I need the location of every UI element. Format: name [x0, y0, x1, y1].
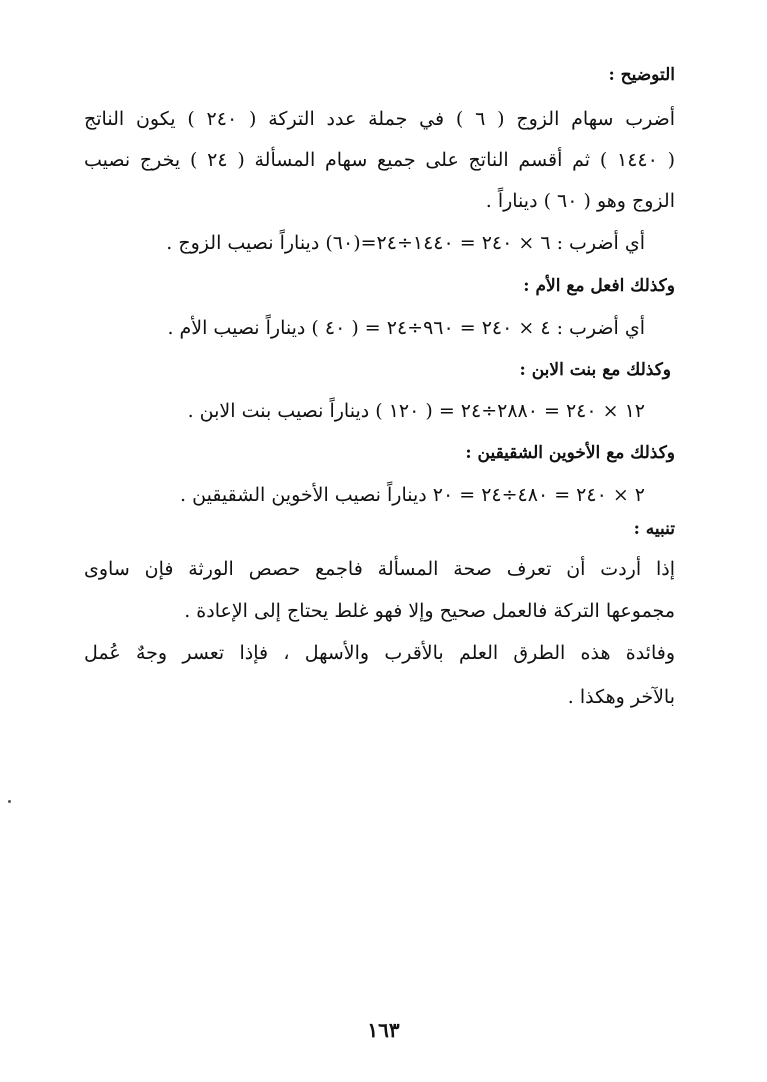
note-line-4: بالآخر وهكذا . [567, 686, 675, 708]
brothers-heading: وكذلك مع الأخوين الشقيقين : [465, 443, 675, 463]
page-number: ١٦٣ [367, 1018, 400, 1042]
scan-speck [8, 800, 11, 803]
note-line-2: مجموعها التركة فالعمل صحيح وإلا فهو غلط يحتاج إلى الإعادة . [184, 600, 675, 622]
husband-calculation: أي أضرب : ٦ × ٢٤٠ = ١٤٤٠÷٢٤=(٦٠) ديناراً نصيب الزوج . [166, 232, 645, 254]
note-line-1: إذا أردت أن تعرف صحة المسألة فاجمع حصص الورثة فإن ساوى [84, 558, 675, 580]
brothers-calculation: ٢ × ٢٤٠ = ٤٨٠÷٢٤ = ٢٠ ديناراً نصيب الأخوين الشقيقين . [180, 484, 645, 506]
mother-heading: وكذلك افعل مع الأم : [523, 276, 675, 296]
explanation-line-1: أضرب سهام الزوج ( ٦ ) في جملة عدد التركة ( ٢٤٠ ) يكون الناتج [84, 108, 675, 130]
note-line-3: وفائدة هذه الطرق العلم بالأقرب والأسهل ، فإذا تعسر وجهٌ عُمل [84, 642, 675, 664]
explanation-line-2: ( ١٤٤٠ ) ثم أقسم الناتج على جميع سهام المسألة ( ٢٤ ) يخرج نصيب [84, 149, 675, 171]
daughter-heading: وكذلك مع بنت الابن : [519, 360, 671, 380]
note-heading: تنبيه : [633, 519, 675, 539]
mother-calculation: أي أضرب : ٤ × ٢٤٠ = ٩٦٠÷٢٤ = ( ٤٠ ) ديناراً نصيب الأم . [167, 317, 645, 339]
explanation-heading: التوضيح : [608, 65, 675, 85]
explanation-line-3: الزوج وهو ( ٦٠ ) ديناراً . [485, 190, 675, 212]
daughter-calculation: ١٢ × ٢٤٠ = ٢٨٨٠÷٢٤ = ( ١٢٠ ) ديناراً نصيب بنت الابن . [187, 400, 645, 422]
